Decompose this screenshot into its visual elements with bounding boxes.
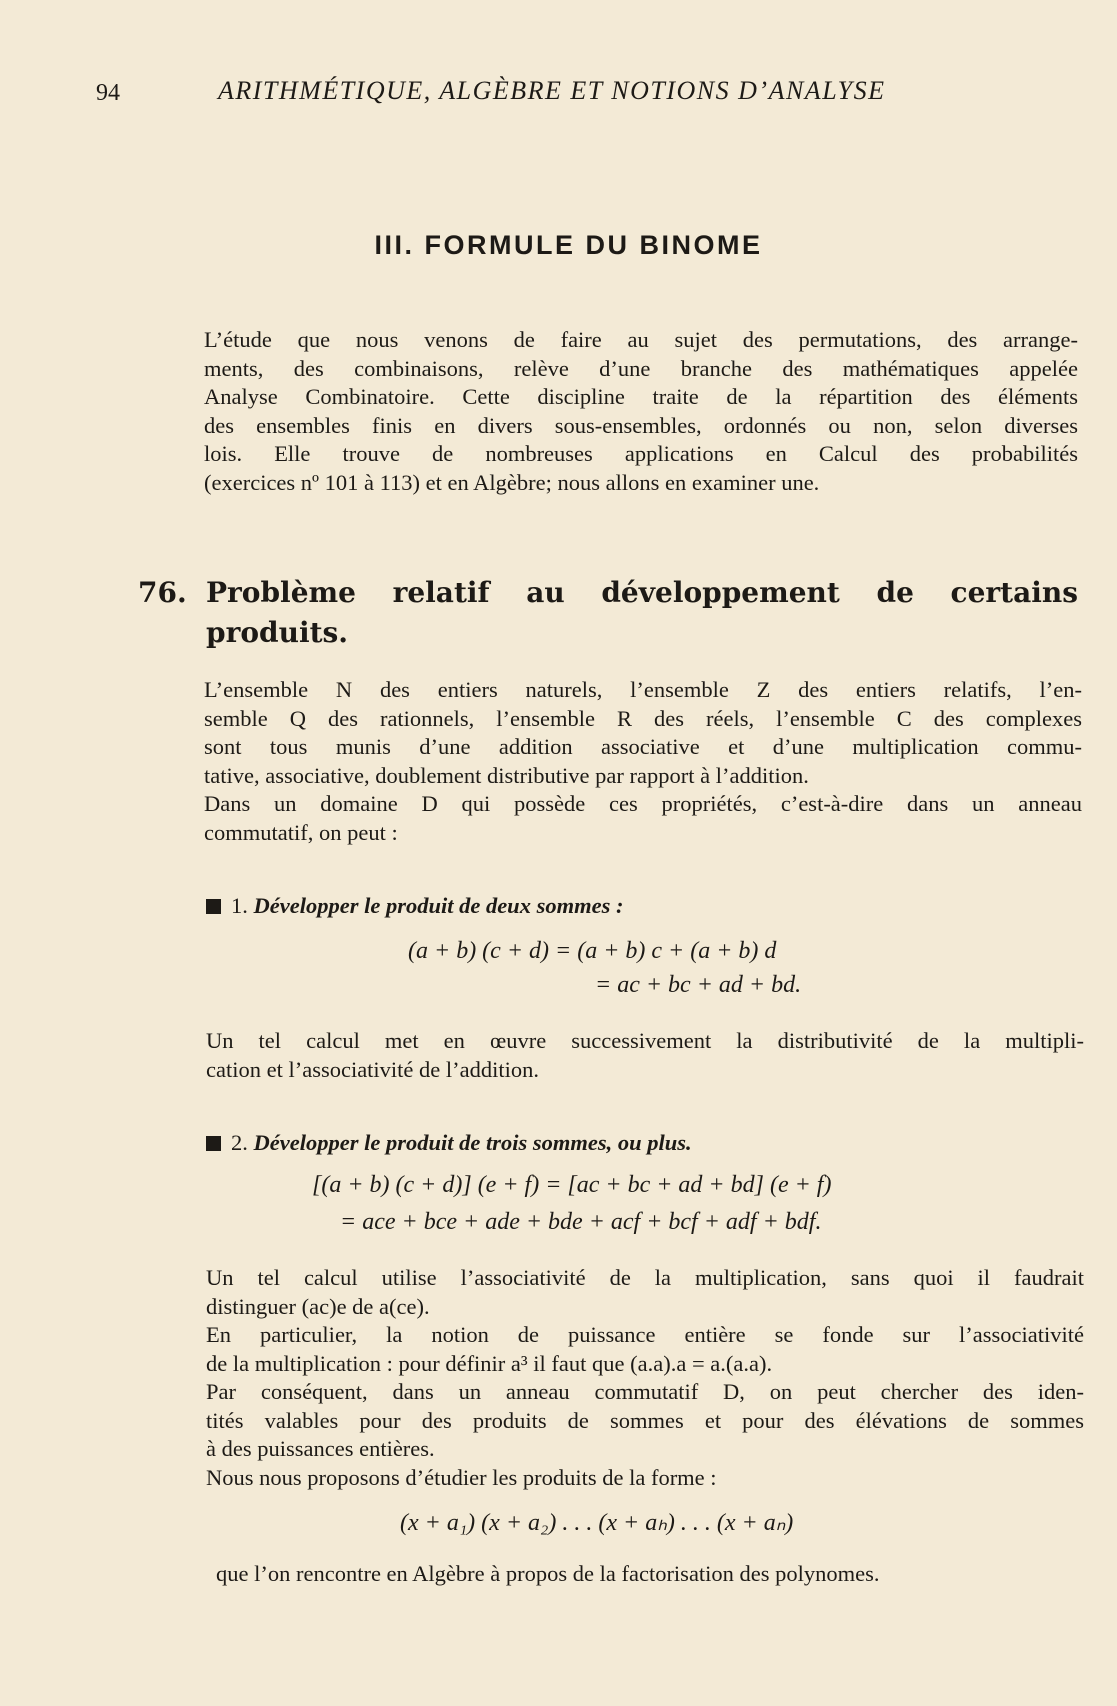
text-line: En particulier, la notion de puissance entière se fonde sur l’associativité bbox=[206, 1322, 1084, 1347]
equation-line: (x + a₁) (x + a₂) . . . (x + aₕ) . . . (x + aₙ) bbox=[400, 1510, 794, 1536]
item-number: 1. bbox=[231, 893, 248, 918]
bullet-square-icon bbox=[206, 1136, 221, 1151]
text-line: que l’on rencontre en Algèbre à propos de la factorisation des polynomes. bbox=[216, 1561, 880, 1586]
text-line: Par conséquent, dans un anneau commutatif D, on peut chercher des iden- bbox=[206, 1379, 1084, 1404]
text-line: ments, des combinaisons, relève d’une branche des mathématiques appelée bbox=[204, 355, 1078, 381]
running-title: ARITHMÉTIQUE, ALGÈBRE ET NOTIONS D’ANALYSE bbox=[218, 76, 886, 105]
text-line: à des puissances entières. bbox=[206, 1436, 435, 1461]
closing-paragraph bbox=[216, 1560, 1086, 1589]
text-line: Un tel calcul met en œuvre successivement la distributivité de la multipli- bbox=[206, 1028, 1084, 1053]
text-line: lois. Elle trouve de nombreuses applications en Calcul des probabilités bbox=[204, 441, 1078, 466]
text-line: commutatif, on peut : bbox=[204, 819, 398, 845]
associativity-paragraph bbox=[206, 1264, 1084, 1492]
equation-line: (a + b) (c + d) = (a + b) c + (a + b) d bbox=[408, 938, 777, 964]
text-line: Analyse Combinatoire. Cette discipline traite de la répartition des éléments bbox=[204, 384, 1078, 409]
page-number: 94 bbox=[96, 80, 120, 106]
item-number: 2. bbox=[231, 1130, 248, 1155]
subsection-number: 76. bbox=[138, 576, 187, 609]
intro-paragraph bbox=[204, 326, 1078, 497]
text-line: L’étude que nous venons de faire au sujet des permutations, des arrange- bbox=[204, 327, 1078, 352]
text-line: sont tous munis d’une addition associative et d’une multiplication commu- bbox=[204, 734, 1082, 759]
bullet-square-icon bbox=[206, 899, 221, 914]
text-line: L’ensemble N des entiers naturels, l’ensemble Z des entiers relatifs, l’en- bbox=[204, 677, 1082, 702]
text-line: Un tel calcul utilise l’associativité de la multiplication, sans quoi il faudrait bbox=[206, 1265, 1084, 1290]
text-line: Nous nous proposons d’étudier les produits de la forme : bbox=[206, 1464, 717, 1490]
text-line: tités valables pour des produits de sommes et pour des élévations de sommes bbox=[206, 1407, 1084, 1433]
equation-line: [(a + b) (c + d)] (e + f) = [ac + bc + ad + bd] (e + f) bbox=[312, 1172, 832, 1198]
item-label: Développer le produit de deux sommes : bbox=[253, 893, 624, 918]
text-line: semble Q des rationnels, l’ensemble R des réels, l’ensemble C des complexes bbox=[204, 705, 1082, 731]
text-line: distinguer (ac)e de a(ce). bbox=[206, 1293, 430, 1319]
text-line: Dans un domaine D qui possède ces propriétés, c’est-à-dire dans un anneau bbox=[204, 791, 1082, 816]
item-label: Développer le produit de trois sommes, ou plus. bbox=[253, 1130, 692, 1155]
equation-line: = ace + bce + ade + bde + acf + bcf + adf + bdf. bbox=[340, 1209, 822, 1235]
text-line: tative, associative, doublement distributive par rapport à l’addition. bbox=[204, 762, 809, 788]
text-line: des ensembles finis en divers sous-ensembles, ordonnés ou non, selon diverses bbox=[204, 412, 1078, 438]
text-line: cation et l’associativité de l’addition. bbox=[206, 1056, 540, 1082]
distributivity-paragraph bbox=[206, 1027, 1084, 1084]
item-2-heading bbox=[206, 1130, 692, 1156]
subsection-title-line1: Problème relatif au développement de certains bbox=[206, 576, 1078, 609]
section-title: III. FORMULE DU BINOME bbox=[374, 230, 763, 260]
item-1-heading bbox=[206, 893, 623, 919]
rings-paragraph bbox=[204, 676, 1082, 847]
equation-line: = ac + bc + ad + bd. bbox=[595, 972, 802, 998]
text-line: (exercices nº 101 à 113) et en Algèbre; nous allons en examiner une. bbox=[204, 469, 820, 495]
subsection-title-line2: produits. bbox=[206, 616, 349, 649]
text-line: de la multiplication : pour définir a³ il faut que (a.a).a = a.(a.a). bbox=[206, 1350, 773, 1376]
